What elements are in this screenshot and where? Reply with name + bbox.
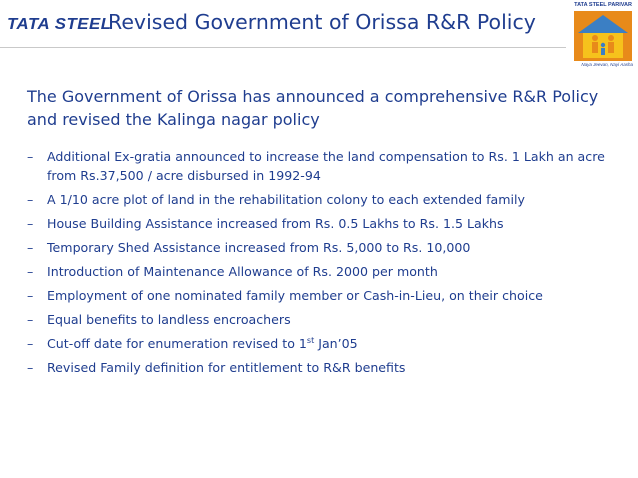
bullet-item	[27, 214, 617, 233]
bullet-item	[27, 190, 617, 209]
logo-figure-right-head	[608, 35, 614, 41]
bullet-item	[27, 262, 617, 281]
dash-marker: –	[27, 240, 34, 255]
bullet-text-date: Jan’05	[314, 336, 358, 351]
slide-title: Revised Government of Orissa R&R Policy	[108, 10, 536, 34]
ordinal-suffix: st	[306, 335, 315, 345]
policy-bullet-list	[27, 147, 617, 382]
bullet-text: Equal benefits to landless encroachers	[47, 312, 291, 327]
logo-figure-left-body	[592, 42, 598, 53]
dash-marker: –	[27, 336, 34, 351]
logo-figure-child-head	[601, 43, 605, 47]
bullet-text: Employment of one nominated family member or Cash-in-Lieu, on their choice	[47, 288, 543, 303]
parivar-logo-tagline: Naya Jeevan, Nayi Aasha	[581, 62, 633, 67]
logo-figure-child-body	[601, 48, 605, 55]
logo-figure-left-head	[592, 35, 598, 41]
bullet-item	[27, 238, 617, 257]
bullet-text: House Building Assistance increased from Rs. 0.5 Lakhs to Rs. 1.5 Lakhs	[47, 216, 504, 231]
bullet-item	[27, 310, 617, 329]
dash-marker: –	[27, 360, 34, 375]
parivar-logo-label: TATA STEEL PARIVAR	[574, 2, 632, 8]
bullet-item	[27, 286, 617, 305]
tata-steel-logo: TATA STEEL	[7, 16, 112, 33]
dash-marker: –	[27, 149, 34, 164]
bullet-item	[27, 358, 617, 377]
bullet-text: Revised Family definition for entitlement to R&R benefits	[47, 360, 406, 375]
tata-parivar-family-icon	[574, 11, 632, 61]
dash-marker: –	[27, 192, 34, 207]
bullet-text: A 1/10 acre plot of land in the rehabilitation colony to each extended family	[47, 192, 525, 207]
bullet-item	[27, 147, 617, 185]
dash-marker: –	[27, 312, 34, 327]
header-divider	[0, 47, 566, 48]
logo-figure-right-body	[608, 42, 614, 53]
bullet-text: Additional Ex-gratia announced to increase the land compensation to Rs. 1 Lakh an acre from Rs.37,500 / acre disbursed in 1992-94	[47, 149, 605, 183]
dash-marker: –	[27, 264, 34, 279]
bullet-text-main: Cut-off date for enumeration revised to 1	[47, 336, 307, 351]
bullet-text: Introduction of Maintenance Allowance of Rs. 2000 per month	[47, 264, 438, 279]
intro-statement: The Government of Orissa has announced a comprehensive R&R Policy and revised the Kalinga nagar policy	[27, 87, 599, 129]
dash-marker: –	[27, 216, 34, 231]
bullet-text	[47, 336, 358, 351]
bullet-text: Temporary Shed Assistance increased from Rs. 5,000 to Rs. 10,000	[47, 240, 471, 255]
bullet-item	[27, 334, 617, 353]
dash-marker: –	[27, 288, 34, 303]
